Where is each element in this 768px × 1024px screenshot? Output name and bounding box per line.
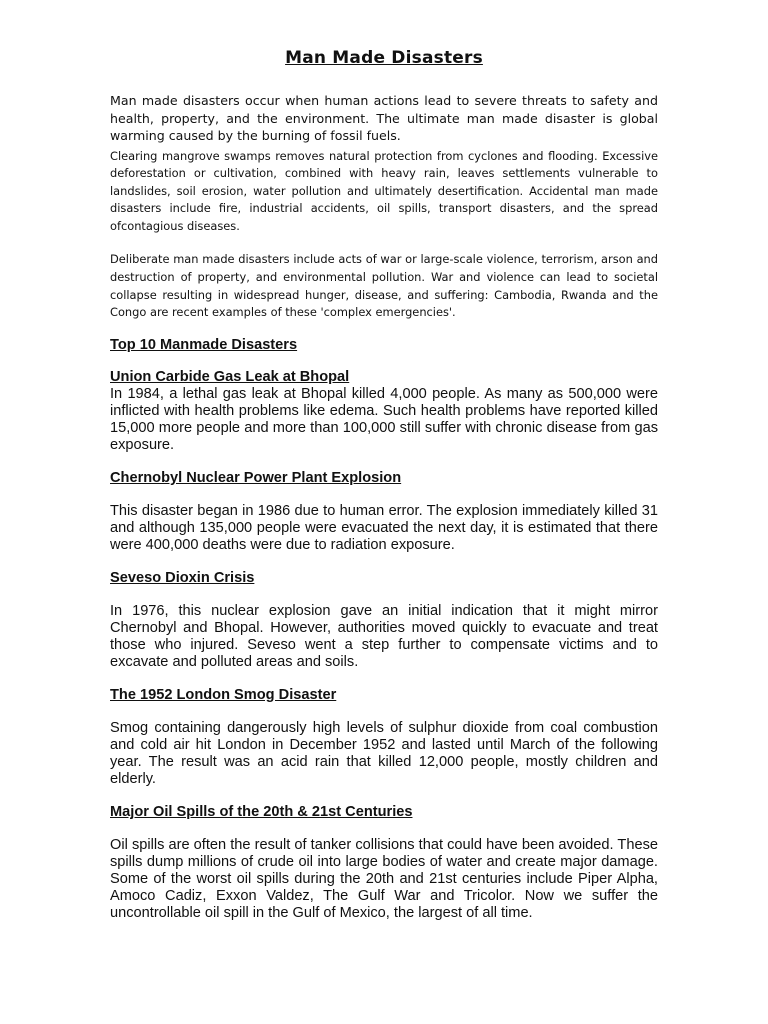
section-heading-oil-spills: Major Oil Spills of the 20th & 21st Centuries [110,803,413,820]
paragraph-mangroves: Clearing mangrove swamps removes natural protection from cyclones and flooding. Excessive deforestation or cultivation, combined with heavy rain, leaves settlements vulnerable to landslides, soil erosion, water pollution and ultimately desertification. Accidental man made disasters include fire, industrial accidents, oil spills, transport disasters, and the spread ofcontagious diseases. [110,148,658,233]
section-body-chernobyl: This disaster began in 1986 due to human error. The explosion immediately killed 31 and although 135,000 people were evacuated the next day, it is estimated that there were 400,000 deaths were due to radiation exposure. [110,502,658,553]
top10-heading: Top 10 Manmade Disasters [110,336,298,353]
section-body-oil-spills: Oil spills are often the result of tanker collisions that could have been avoided. These spills dump millions of crude oil into large bodies of water and create major damage. Some of the worst oil spills during the 20th and 21st centuries include Piper Alpha, Amoco Cadiz, Exxon Valdez, The Gulf War and Tricolor. Now we suffer the uncontrollable oil spill in the Gulf of Mexico, the largest of all time. [110,836,658,921]
section-heading-london-smog: The 1952 London Smog Disaster [110,686,337,703]
section-body-london-smog: Smog containing dangerously high levels of sulphur dioxide from coal combustion and cold air hit London in December 1952 and lasted until March of the following year. The result was an acid rain that killed 12,000 people, mostly children and elderly. [110,719,658,787]
section-heading-chernobyl: Chernobyl Nuclear Power Plant Explosion [110,469,402,486]
intro-paragraph: Man made disasters occur when human actions lead to severe threats to safety and health, property, and the environment. The ultimate man made disaster is global warming caused by the burning of fossil fuels. [110,93,658,143]
paragraph-deliberate: Deliberate man made disasters include acts of war or large-scale violence, terrorism, arson and destruction of property, and environmental pollution. War and violence can lead to societal collapse resulting in widespread hunger, disease, and suffering: Cambodia, Rwanda and the Congo are recent examples of these 'complex emergencies'. [110,252,658,320]
section-heading-bhopal: Union Carbide Gas Leak at Bhopal [110,368,350,385]
document-page [110,48,658,922]
section-body-seveso: In 1976, this nuclear explosion gave an initial indication that it might mirror Chernobyl and Bhopal. However, authorities moved quickly to evacuate and treat those who injured. Seveso went a step further to compensate victims and to excavate and polluted areas and soils. [110,602,658,670]
section-heading-seveso: Seveso Dioxin Crisis [110,569,255,586]
section-body-bhopal: In 1984, a lethal gas leak at Bhopal killed 4,000 people. As many as 500,000 were inflicted with health problems like edema. Such health problems have reported killed 15,000 more people and more than 100,000 still suffer with chronic disease from gas exposure. [110,385,658,453]
document-title: Man Made Disasters [285,48,483,68]
